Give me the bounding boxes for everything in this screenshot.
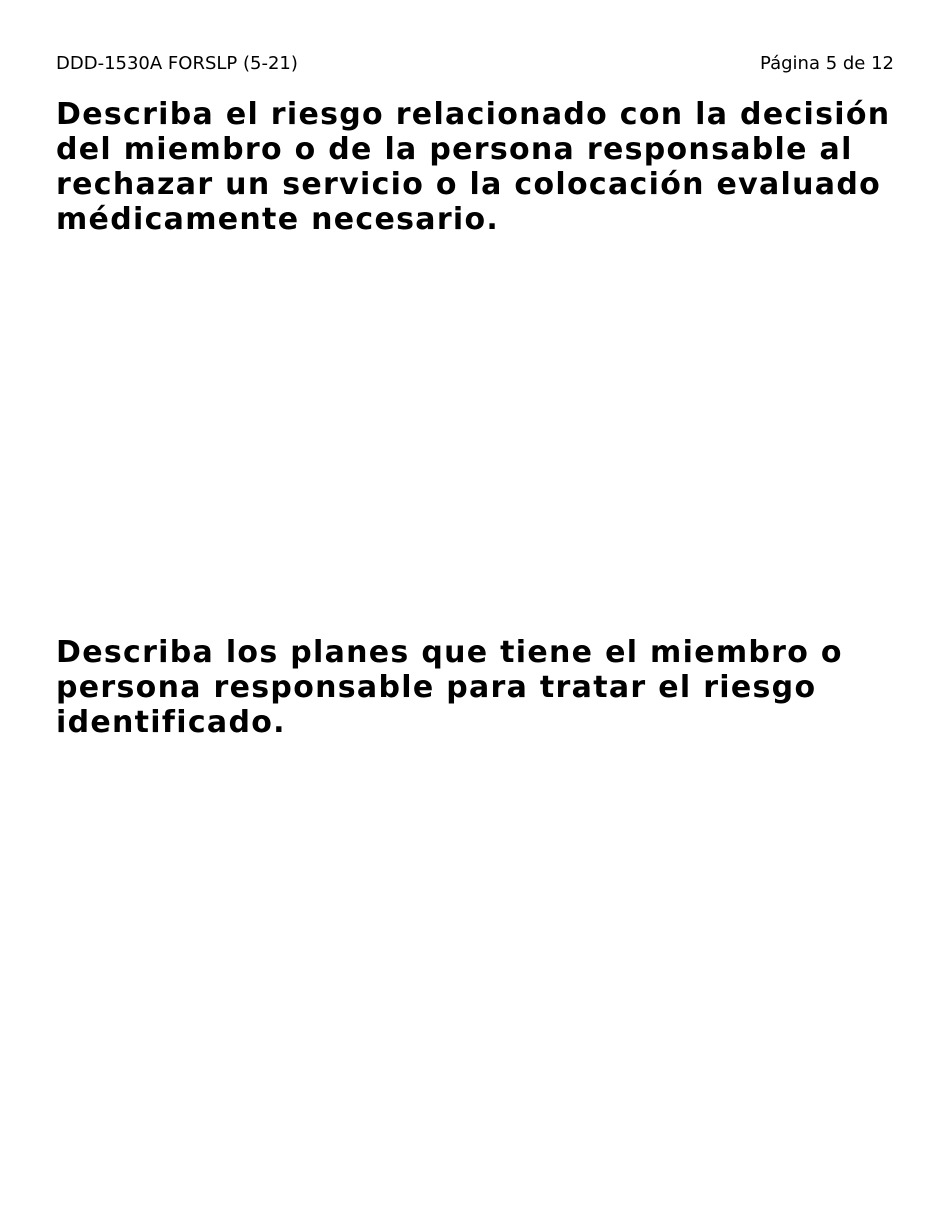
page-header	[56, 52, 894, 76]
answer-area-risk-description[interactable]	[56, 245, 894, 615]
answer-area-plans-description[interactable]	[56, 748, 894, 1188]
form-id: DDD-1530A FORSLP (5-21)	[56, 53, 298, 74]
question-risk-description: Describa el riesgo relacionado con la decisión del miembro o de la persona responsable al rechazar un servicio o la colocación evaluado médicamente necesario.	[56, 97, 891, 237]
page-number: Página 5 de 12	[760, 53, 894, 74]
question-plans-description: Describa los planes que tiene el miembro o persona responsable para tratar el riesgo identificado.	[56, 635, 843, 740]
